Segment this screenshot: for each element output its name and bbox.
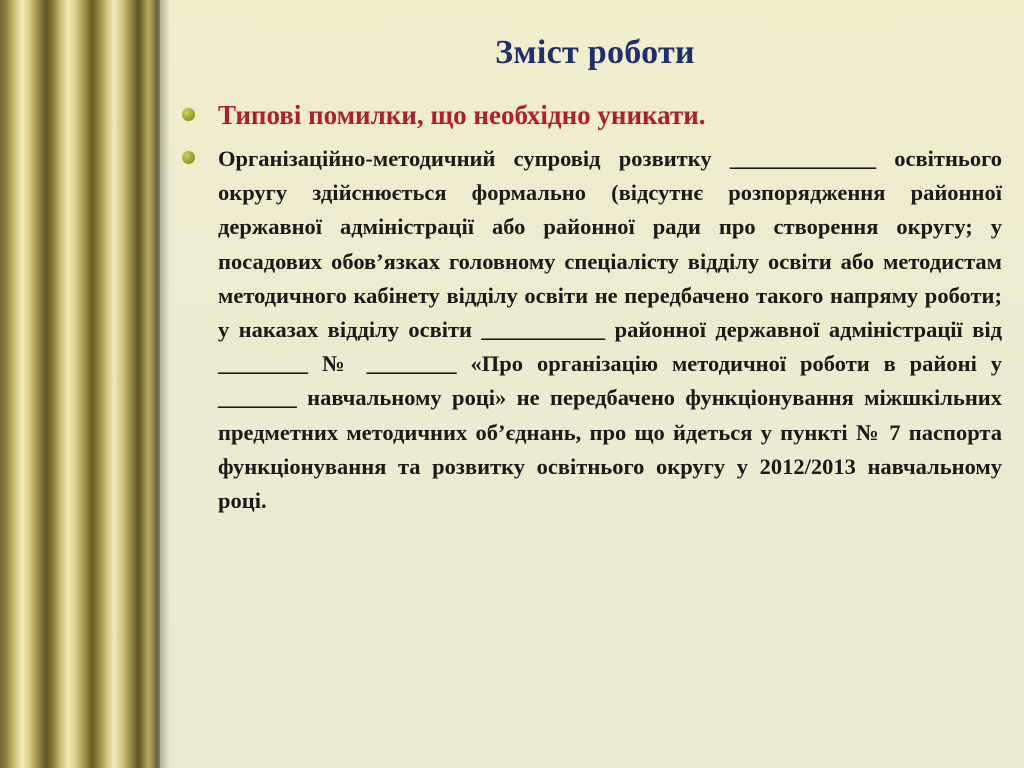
bullet-list <box>178 96 1002 518</box>
bullet-body <box>178 142 1002 518</box>
bullet-heading <box>178 96 1002 134</box>
bullet-dot-icon <box>182 108 195 121</box>
bullet-dot-icon <box>182 151 195 164</box>
slide-title: Зміст роботи <box>495 34 695 71</box>
bullet-heading-text: Типові помилки, що необхідно уникати. <box>218 100 706 130</box>
bullet-body-text: Організаційно-методичний супровід розвитку _____________ освітнього округу здійснюється формально (відсутнє розпорядження районної державної адміністрації або районної ради про створення округу; у посадових обов’язках головному спеціалісту відділу освіти або методистам методичного кабінету відділу освіти не передбачено такого напряму роботи; у наказах відділу освіти ___________ районної державної адміністрації від ________ № ________ «Про організацію методичної роботи в районі у _______ навчальному році» не передбачено функціонування міжшкільних предметних методичних об’єднань, про що йдеться у пункті № 7 паспорта функціонування та розвитку освітнього округу у 2012/2013 навчальному році. <box>218 146 1002 514</box>
decorative-column <box>0 0 160 768</box>
column-shadow <box>156 0 170 768</box>
